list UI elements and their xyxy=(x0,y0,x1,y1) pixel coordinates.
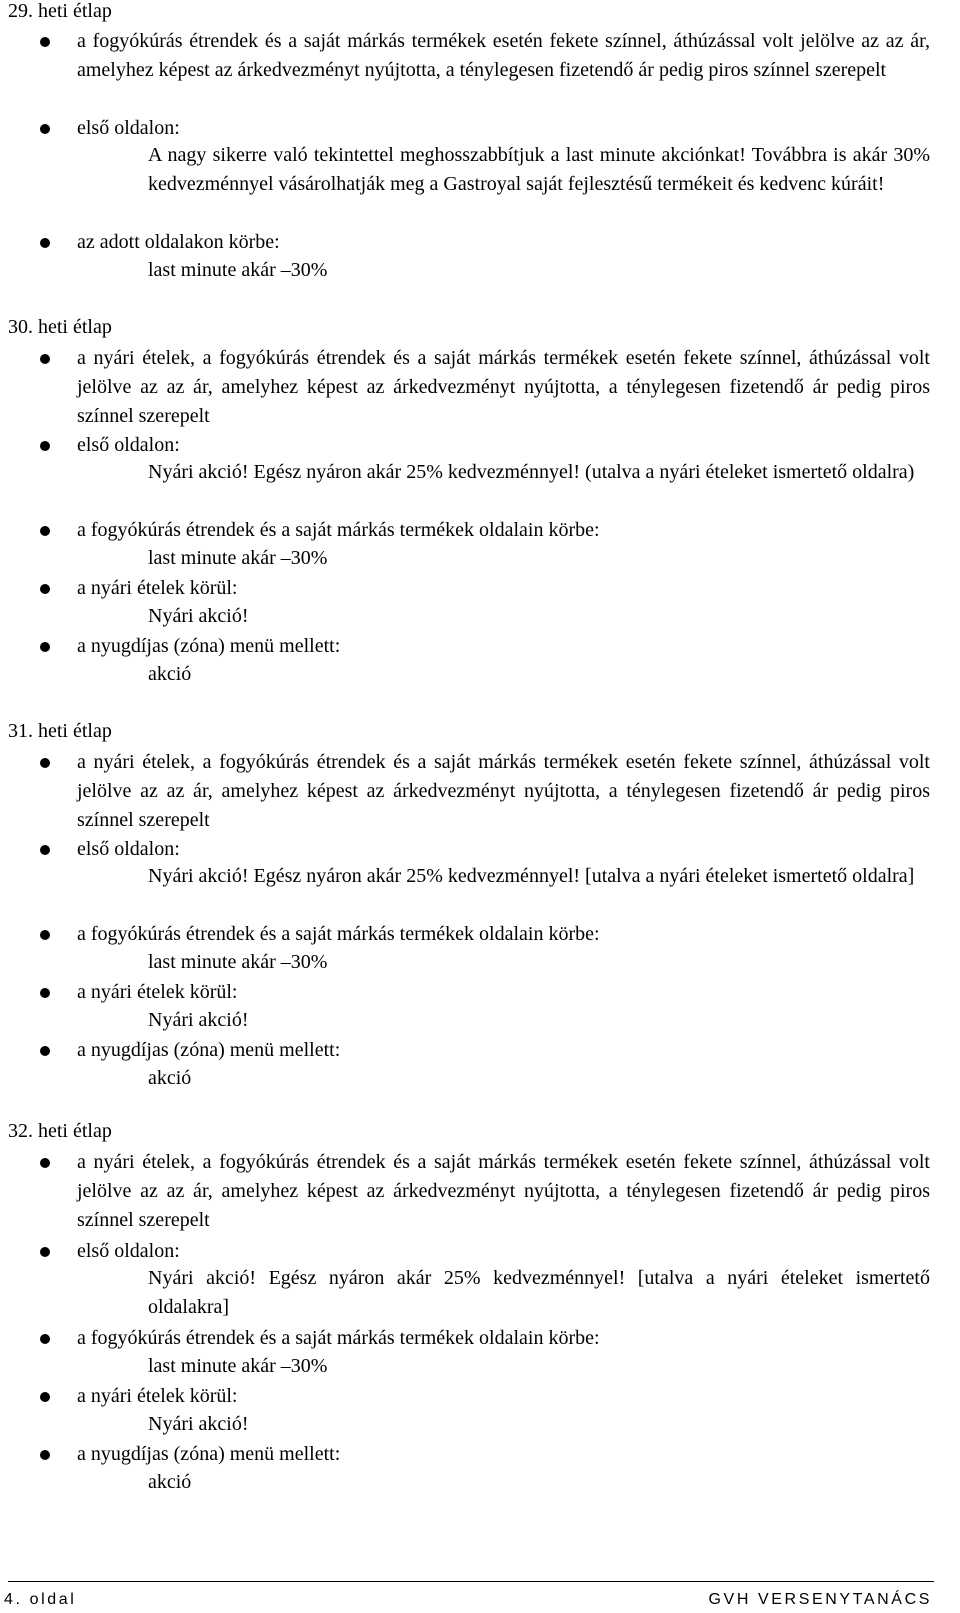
pension-text: akció xyxy=(148,663,192,685)
bullet-icon xyxy=(40,1158,50,1168)
pension-label: a nyugdíjas (zóna) menü mellett: xyxy=(77,1039,341,1061)
footer-divider xyxy=(8,1581,934,1582)
summer-label: a nyári ételek körül: xyxy=(77,577,238,599)
bullet-icon xyxy=(40,37,50,47)
section-heading: 31. heti étlap xyxy=(8,720,112,742)
summer-text: Nyári akció! xyxy=(148,1009,249,1031)
around-text: last minute akár –30% xyxy=(148,1355,328,1377)
first-page-label: első oldalon: xyxy=(77,1240,180,1262)
bullet-icon xyxy=(40,354,50,364)
bullet-icon xyxy=(40,845,50,855)
intro-paragraph: a nyári ételek, a fogyókúrás étrendek és a saját márkás termékek esetén fekete színnel, áthúzással volt jelölve az az ár, amelyhez képest az árkedvezményt nyújtotta, a ténylegesen fizetendő ár pedig piros színnel szerepelt xyxy=(77,347,930,427)
bullet-icon xyxy=(40,1247,50,1257)
pension-text: akció xyxy=(148,1067,192,1089)
footer-organization: GVH VERSENYTANÁCS xyxy=(708,1591,932,1608)
around-label: a fogyókúrás étrendek és a saját márkás termékek oldalain körbe: xyxy=(77,519,600,541)
first-page-label: első oldalon: xyxy=(77,117,180,139)
around-label: a fogyókúrás étrendek és a saját márkás termékek oldalain körbe: xyxy=(77,923,600,945)
bullet-icon xyxy=(40,584,50,594)
pension-label: a nyugdíjas (zóna) menü mellett: xyxy=(77,635,341,657)
bullet-icon xyxy=(40,758,50,768)
intro-paragraph: a nyári ételek, a fogyókúrás étrendek és a saját márkás termékek esetén fekete színnel, áthúzással volt jelölve az az ár, amelyhez képest az árkedvezményt nyújtotta, a ténylegesen fizetendő ár pedig piros színnel szerepelt xyxy=(77,751,930,831)
intro-paragraph: a nyári ételek, a fogyókúrás étrendek és a saját márkás termékek esetén fekete színnel, áthúzással volt jelölve az az ár, amelyhez képest az árkedvezményt nyújtotta, a ténylegesen fizetendő ár pedig piros színnel szerepelt xyxy=(77,1151,930,1231)
section-heading: 32. heti étlap xyxy=(8,1120,112,1142)
bullet-icon xyxy=(40,642,50,652)
footer-page-number: 4. oldal xyxy=(4,1591,77,1608)
bullet-icon xyxy=(40,526,50,536)
first-page-text: A nagy sikerre való tekintettel meghosszabbítjuk a last minute akciónkat! Továbbra is akár 30% kedvezménnyel vásárolhatják meg a Gastroyal saját fejlesztésű termékeit és kedvenc kúráit! xyxy=(148,144,930,195)
around-text: last minute akár –30% xyxy=(148,547,328,569)
bullet-icon xyxy=(40,441,50,451)
bullet-icon xyxy=(40,1450,50,1460)
first-page-label: első oldalon: xyxy=(77,434,180,456)
summer-label: a nyári ételek körül: xyxy=(77,1385,238,1407)
bullet-icon xyxy=(40,1046,50,1056)
bullet-icon xyxy=(40,238,50,248)
bullet-icon xyxy=(40,988,50,998)
summer-text: Nyári akció! xyxy=(148,1413,249,1435)
around-text: last minute akár –30% xyxy=(148,951,328,973)
bullet-icon xyxy=(40,1334,50,1344)
first-page-text: Nyári akció! Egész nyáron akár 25% kedvezménnyel! [utalva a nyári ételeket ismertető oldalakra] xyxy=(148,1267,930,1318)
bullet-icon xyxy=(40,124,50,134)
first-page-text: Nyári akció! Egész nyáron akár 25% kedvezménnyel! [utalva a nyári ételeket ismertető oldalra] xyxy=(148,865,915,887)
intro-paragraph: a fogyókúrás étrendek és a saját márkás termékek esetén fekete színnel, áthúzással volt jelölve az az ár, amelyhez képest az árkedvezményt nyújtotta, a ténylegesen fizetendő ár pedig piros színnel szerepelt xyxy=(77,30,930,81)
around-label: az adott oldalakon körbe: xyxy=(77,231,280,253)
first-page-label: első oldalon: xyxy=(77,838,180,860)
around-label: a fogyókúrás étrendek és a saját márkás termékek oldalain körbe: xyxy=(77,1327,600,1349)
bullet-icon xyxy=(40,930,50,940)
pension-text: akció xyxy=(148,1471,192,1493)
section-heading: 29. heti étlap xyxy=(8,0,112,22)
summer-text: Nyári akció! xyxy=(148,605,249,627)
summer-label: a nyári ételek körül: xyxy=(77,981,238,1003)
pension-label: a nyugdíjas (zóna) menü mellett: xyxy=(77,1443,341,1465)
bullet-icon xyxy=(40,1392,50,1402)
first-page-text: Nyári akció! Egész nyáron akár 25% kedvezménnyel! (utalva a nyári ételeket ismertető oldalra) xyxy=(148,461,915,483)
around-text: last minute akár –30% xyxy=(148,259,328,281)
section-heading: 30. heti étlap xyxy=(8,316,112,338)
